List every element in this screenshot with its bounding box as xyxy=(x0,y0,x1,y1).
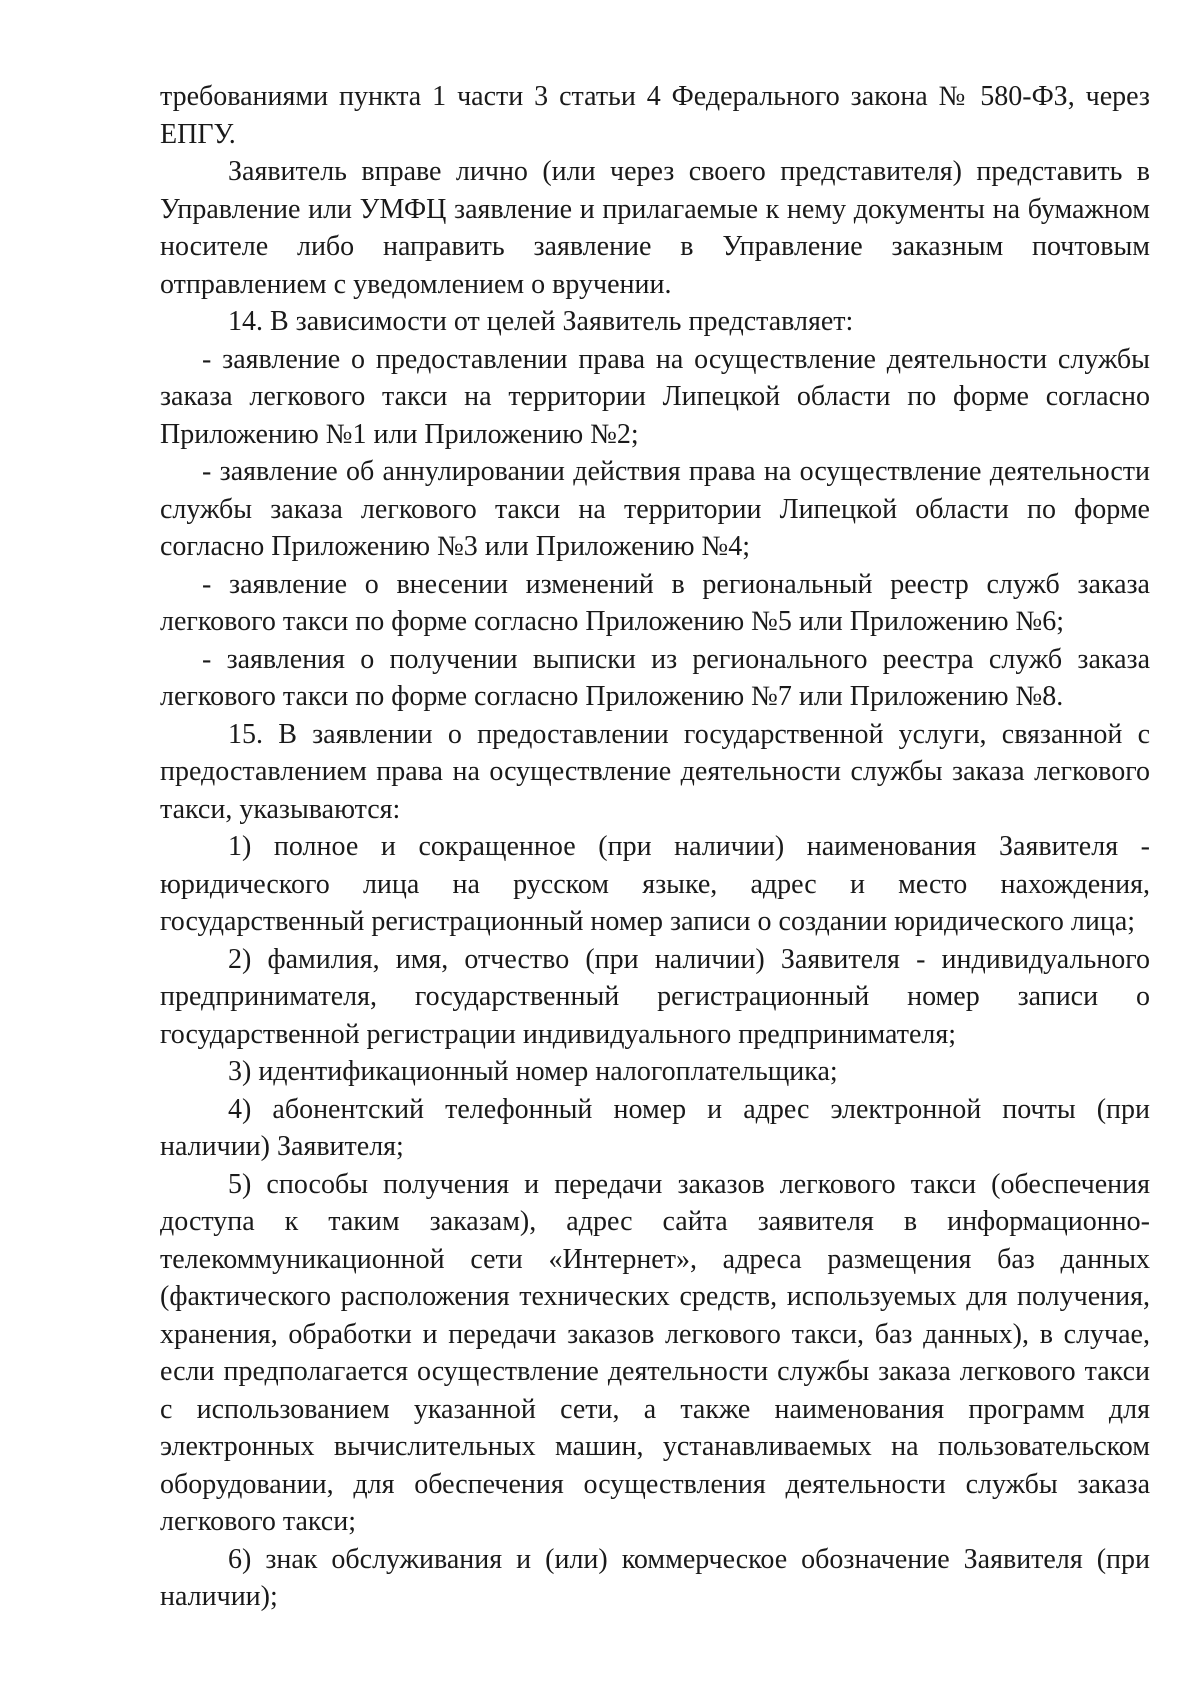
paragraph-14-heading: 14. В зависимости от целей Заявитель представляет: xyxy=(228,306,854,337)
paragraph-15-heading: 15. В заявлении о предоставлении государственной услуги, связанной с предоставлением права на осуществление деятельности службы заказа легкового такси, указываются: xyxy=(160,718,1150,825)
list-item-application-2: - заявление об аннулировании действия права на осуществление деятельности службы заказа легкового такси на территории Липецкой области по форме согласно Приложению №3 или Приложению №4; xyxy=(160,456,1150,562)
list-item-requirement-2: 2) фамилия, имя, отчество (при наличии) Заявителя - индивидуального предпринимателя, государственный регистрационный номер записи о государственной регистрации индивидуального предпринимателя; xyxy=(160,943,1150,1050)
list-item-requirement-6: 6) знак обслуживания и (или) коммерческое обозначение Заявителя (при наличии); xyxy=(160,1543,1150,1612)
list-item-requirement-5: 5) способы получения и передачи заказов легкового такси (обеспечения доступа к таким заказам), адрес сайта заявителя в информационно-телекоммуникационной сети «Интернет», адреса размещения баз данных (фактического расположения технических средств, используемых для получения, хранения, обработки и передачи заказов легкового такси, баз данных), в случае, если предполагается осуществление деятельности службы заказа легкового такси с использованием указанной сети, а также наименования программ для электронных вычислительных машин, устанавливаемых на пользовательском оборудовании, для обеспечения осуществления деятельности службы заказа легкового такси; xyxy=(160,1168,1150,1537)
paragraph-continuation: требованиями пункта 1 части 3 статьи 4 Федерального закона № 580-ФЗ, через ЕПГУ. xyxy=(160,81,1150,150)
list-item-application-4: - заявления о получении выписки из регионального реестра служб заказа легкового такси по форме согласно Приложению №7 или Приложению №8. xyxy=(160,643,1150,712)
paragraph-applicant-submission: Заявитель вправе лично (или через своего представителя) представить в Управление или УМФЦ заявление и прилагаемые к нему документы на бумажном носителе либо направить заявление в Управление заказным почтовым отправлением с уведомлением о вручении. xyxy=(160,156,1150,300)
list-item-requirement-1: 1) полное и сокращенное (при наличии) наименования Заявителя - юридического лица на русском языке, адрес и место нахождения, государственный регистрационный номер записи о создании юридического лица; xyxy=(160,831,1150,937)
document-page xyxy=(160,78,1150,1616)
list-item-requirement-3: 3) идентификационный номер налогоплательщика; xyxy=(228,1056,838,1087)
list-item-requirement-4: 4) абонентский телефонный номер и адрес электронной почты (при наличии) Заявителя; xyxy=(160,1093,1150,1162)
list-item-application-3: - заявление о внесении изменений в региональный реестр служб заказа легкового такси по форме согласно Приложению №5 или Приложению №6; xyxy=(160,568,1150,637)
list-item-application-1: - заявление о предоставлении права на осуществление деятельности службы заказа легкового такси на территории Липецкой области по форме согласно Приложению №1 или Приложению №2; xyxy=(160,343,1150,450)
